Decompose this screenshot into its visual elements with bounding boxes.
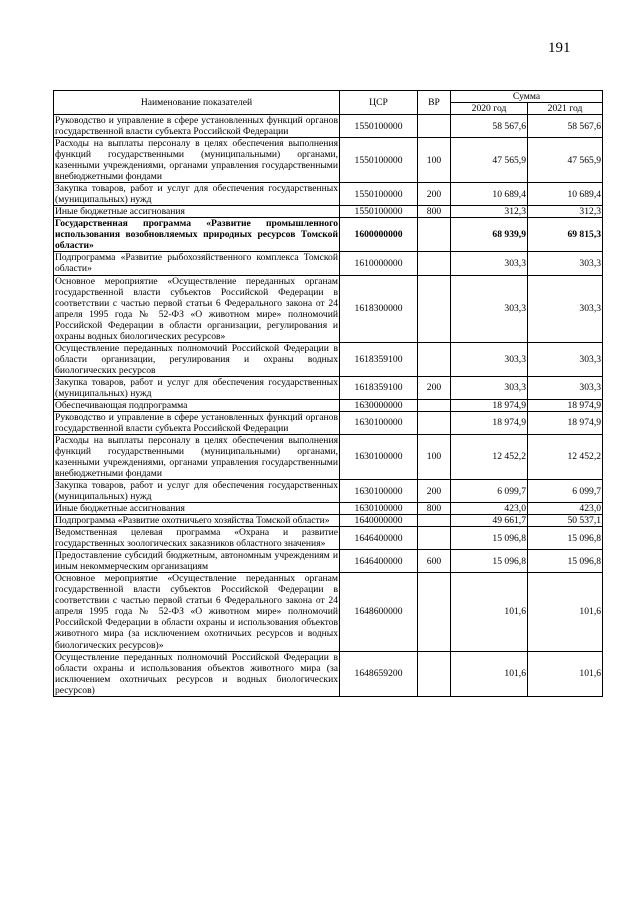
row-csr-cell: 1550100000 bbox=[340, 138, 418, 183]
row-value-2021: 18 974,9 bbox=[528, 399, 603, 411]
row-csr-cell: 1610000000 bbox=[340, 252, 418, 275]
row-value-2020: 303,3 bbox=[451, 342, 528, 376]
row-value-2020: 68 939,9 bbox=[451, 218, 528, 252]
row-value-2020: 15 096,8 bbox=[451, 550, 528, 573]
header-csr: ЦСР bbox=[340, 91, 418, 115]
row-value-2021: 47 565,9 bbox=[528, 138, 603, 183]
row-name-cell: Ведомственная целевая программа «Охрана и развитие государственных зоологических заказников областного значения» bbox=[55, 527, 338, 550]
row-value-2021: 10 689,4 bbox=[528, 183, 603, 206]
header-sum: Сумма bbox=[451, 91, 603, 103]
row-name-cell: Руководство и управление в сфере установленных функций органов государственной власти субъекта Российской Федерации bbox=[55, 115, 338, 138]
row-name-cell: Подпрограмма «Развитие рыбохозяйственного комплекса Томской области» bbox=[55, 252, 338, 275]
table-row bbox=[54, 218, 603, 252]
row-value-2021: 101,6 bbox=[528, 573, 603, 651]
row-value-2020: 49 661,7 bbox=[451, 515, 528, 527]
table-row bbox=[54, 411, 603, 434]
row-value-2020: 303,3 bbox=[451, 252, 528, 275]
row-value-2020: 58 567,6 bbox=[451, 115, 528, 138]
row-value-2021: 101,6 bbox=[528, 651, 603, 696]
row-value-2020: 10 689,4 bbox=[451, 183, 528, 206]
row-vr-cell: 200 bbox=[418, 376, 451, 399]
table-row bbox=[54, 550, 603, 573]
row-vr-cell: 800 bbox=[418, 503, 451, 515]
row-value-2020: 12 452,2 bbox=[451, 434, 528, 479]
row-value-2020: 303,3 bbox=[451, 376, 528, 399]
row-vr-cell bbox=[418, 651, 451, 696]
row-value-2021: 312,3 bbox=[528, 206, 603, 218]
row-value-2020: 18 974,9 bbox=[451, 399, 528, 411]
page-number: 191 bbox=[548, 40, 571, 56]
row-vr-cell: 100 bbox=[418, 434, 451, 479]
table-row bbox=[54, 573, 603, 651]
row-vr-cell bbox=[418, 275, 451, 342]
row-vr-cell bbox=[418, 342, 451, 376]
header-2020: 2020 год bbox=[451, 103, 528, 115]
table-row bbox=[54, 376, 603, 399]
row-csr-cell: 1618359100 bbox=[340, 342, 418, 376]
row-csr-cell: 1630100000 bbox=[340, 503, 418, 515]
row-name-cell: Расходы на выплаты персоналу в целях обеспечения выполнения функций государственными (муниципальными) органами, казенными учреждениями, органами управления государственными внебюджетными фондами bbox=[55, 138, 338, 183]
row-name-cell: Предоставление субсидий бюджетным, автономным учреждениям и иным некоммерческим организациям bbox=[55, 550, 338, 573]
row-csr-cell: 1630100000 bbox=[340, 411, 418, 434]
row-vr-cell: 600 bbox=[418, 550, 451, 573]
row-csr-cell: 1630000000 bbox=[340, 399, 418, 411]
row-vr-cell bbox=[418, 115, 451, 138]
row-vr-cell bbox=[418, 252, 451, 275]
row-value-2020: 6 099,7 bbox=[451, 480, 528, 503]
table-row bbox=[54, 138, 603, 183]
row-value-2020: 423,0 bbox=[451, 503, 528, 515]
table-row bbox=[54, 275, 603, 342]
row-name-cell: Обеспечивающая подпрограмма bbox=[54, 399, 340, 411]
row-csr-cell: 1618359100 bbox=[340, 376, 418, 399]
row-vr-cell bbox=[418, 411, 451, 434]
row-csr-cell: 1630100000 bbox=[340, 480, 418, 503]
row-name-cell: Руководство и управление в сфере установленных функций органов государственной власти субъекта Российской Федерации bbox=[55, 411, 338, 434]
header-name: Наименование показателей bbox=[54, 91, 340, 115]
row-csr-cell: 1550100000 bbox=[340, 183, 418, 206]
row-value-2021: 69 815,3 bbox=[528, 218, 603, 252]
row-value-2021: 12 452,2 bbox=[528, 434, 603, 479]
row-csr-cell: 1630100000 bbox=[340, 434, 418, 479]
budget-table bbox=[53, 90, 603, 697]
row-vr-cell bbox=[418, 515, 451, 527]
row-vr-cell: 800 bbox=[418, 206, 451, 218]
row-value-2021: 6 099,7 bbox=[528, 480, 603, 503]
row-value-2020: 101,6 bbox=[451, 651, 528, 696]
row-value-2021: 50 537,1 bbox=[528, 515, 603, 527]
row-value-2020: 303,3 bbox=[451, 275, 528, 342]
table-row bbox=[54, 115, 603, 138]
row-value-2021: 303,3 bbox=[528, 376, 603, 399]
row-name-cell: Основное мероприятие «Осуществление переданных органам государственной власти субъектов Российской Федерации в соответствии с частью первой статьи 6 Федерального закона от 24 апреля 1995 года № 52-ФЗ «О животном мире» полномочий Российской Федерации в области охраны и использования объектов животного мира (за исключением охотничьих ресурсов и водных биологических ресурсов)» bbox=[55, 573, 338, 651]
table-row bbox=[54, 480, 603, 503]
row-name-cell: Осуществление переданных полномочий Российской Федерации в области организации, регулирования и охраны водных биологических ресурсов bbox=[55, 342, 338, 376]
row-name-cell: Государственная программа «Развитие промышленного использования возобновляемых природных ресурсов Томской области» bbox=[55, 218, 338, 252]
row-vr-cell bbox=[418, 399, 451, 411]
table-row bbox=[54, 399, 603, 411]
table-row bbox=[54, 434, 603, 479]
row-value-2021: 423,0 bbox=[528, 503, 603, 515]
table-row bbox=[54, 651, 603, 696]
table-row bbox=[54, 527, 603, 550]
row-value-2020: 312,3 bbox=[451, 206, 528, 218]
row-vr-cell bbox=[418, 218, 451, 252]
row-csr-cell: 1646400000 bbox=[340, 527, 418, 550]
row-name-cell: Закупка товаров, работ и услуг для обеспечения государственных (муниципальных) нужд bbox=[55, 480, 338, 503]
row-vr-cell: 100 bbox=[418, 138, 451, 183]
row-value-2021: 303,3 bbox=[528, 342, 603, 376]
header-2021: 2021 год bbox=[528, 103, 603, 115]
table-row bbox=[54, 252, 603, 275]
row-name-cell: Иные бюджетные ассигнования bbox=[54, 206, 340, 218]
row-name-cell: Основное мероприятие «Осуществление переданных органам государственной власти субъектов Российской Федерации в соответствии с частью первой статьи 6 Федерального закона от 24 апреля 1995 года № 52-ФЗ «О животном мире» полномочий Российской Федерации в области организации, регулирования и охраны водных биологических ресурсов» bbox=[55, 275, 338, 342]
row-csr-cell: 1550100000 bbox=[340, 115, 418, 138]
row-value-2020: 101,6 bbox=[451, 573, 528, 651]
header-row bbox=[54, 91, 603, 103]
row-csr-cell: 1550100000 bbox=[340, 206, 418, 218]
row-vr-cell bbox=[418, 573, 451, 651]
row-csr-cell: 1600000000 bbox=[340, 218, 418, 252]
row-csr-cell: 1648659200 bbox=[340, 651, 418, 696]
row-name-cell: Иные бюджетные ассигнования bbox=[54, 503, 340, 515]
header-vr: ВР bbox=[418, 91, 451, 115]
table-row bbox=[54, 503, 603, 515]
row-value-2021: 303,3 bbox=[528, 275, 603, 342]
row-value-2021: 58 567,6 bbox=[528, 115, 603, 138]
table-row bbox=[54, 206, 603, 218]
row-value-2021: 303,3 bbox=[528, 252, 603, 275]
row-csr-cell: 1646400000 bbox=[340, 550, 418, 573]
table-row bbox=[54, 342, 603, 376]
row-value-2020: 15 096,8 bbox=[451, 527, 528, 550]
row-vr-cell: 200 bbox=[418, 183, 451, 206]
row-vr-cell bbox=[418, 527, 451, 550]
table-row bbox=[54, 515, 603, 527]
row-name-cell: Осуществление переданных полномочий Российской Федерации в области охраны и использования объектов животного мира (за исключением охотничьих ресурсов и водных биологических ресурсов) bbox=[55, 651, 338, 696]
row-value-2021: 18 974,9 bbox=[528, 411, 603, 434]
row-name-cell: Закупка товаров, работ и услуг для обеспечения государственных (муниципальных) нужд bbox=[55, 183, 338, 206]
row-csr-cell: 1640000000 bbox=[340, 515, 418, 527]
table-row bbox=[54, 183, 603, 206]
row-value-2021: 15 096,8 bbox=[528, 527, 603, 550]
table-body bbox=[54, 115, 603, 697]
row-vr-cell: 200 bbox=[418, 480, 451, 503]
row-value-2021: 15 096,8 bbox=[528, 550, 603, 573]
row-csr-cell: 1648600000 bbox=[340, 573, 418, 651]
row-name-cell: Подпрограмма «Развитие охотничьего хозяйства Томской области» bbox=[54, 515, 340, 527]
row-name-cell: Закупка товаров, работ и услуг для обеспечения государственных (муниципальных) нужд bbox=[55, 376, 338, 399]
row-csr-cell: 1618300000 bbox=[340, 275, 418, 342]
row-value-2020: 47 565,9 bbox=[451, 138, 528, 183]
row-value-2020: 18 974,9 bbox=[451, 411, 528, 434]
row-name-cell: Расходы на выплаты персоналу в целях обеспечения выполнения функций государственными (муниципальными) органами, казенными учреждениями, органами управления государственными внебюджетными фондами bbox=[55, 434, 338, 480]
